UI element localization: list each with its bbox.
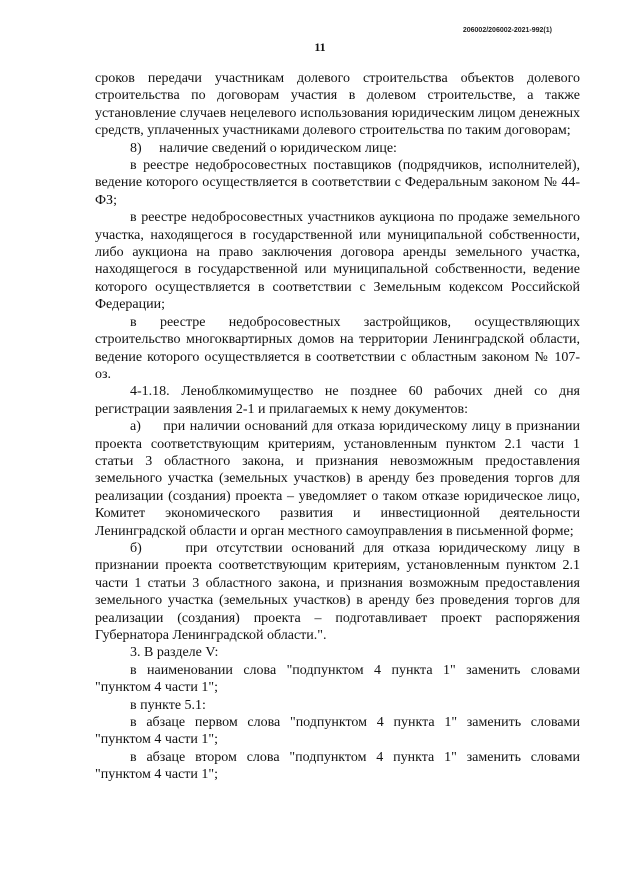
paragraph-first-abzac: в абзаце первом слова "подпунктом 4 пункта 1" заменить словами "пунктом 4 части 1"; <box>95 715 580 748</box>
paragraph-section-v: 3. В разделе V: <box>130 645 219 661</box>
paragraph-4-1-18: 4-1.18. Леноблкомимущество не позднее 60 рабочих дней со дня регистрации заявления 2-1 и прилагаемых к нему документов: <box>95 384 580 417</box>
paragraph-point-5-1: в пункте 5.1: <box>130 697 206 713</box>
paragraph-auction-registry: в реестре недобросовестных участников аукциона по продаже земельного участка, находящегося в государственной или муниципальной собственности, либо аукциона на право заключения договора аренды земельного участка, находящегося в государственной или муниципальной собственности, ведение которого осуществляется в соответствии с Земельным кодексом Российской Федерации; <box>95 210 580 313</box>
paragraph-supplier-registry: в реестре недобросовестных поставщиков (подрядчиков, исполнителей), ведение которого осуществляется в соответствии с Федеральным законом № 44-ФЗ; <box>95 158 580 208</box>
document-body <box>95 70 580 784</box>
paragraph-item-a: а) при наличии оснований для отказа юридическому лицу в признании проекта соответствующим критериям, установленным пунктом 2.1 части 1 статьи 3 областного закона, и признания невозможным предоставления земельного участка (земельных участков) в аренду без проведения торгов для реализации (создания) проекта – уведомляет о таком отказе юридическое лицо, Комитет экономического развития и инвестиционной деятельности Ленинградской области и орган местного самоуправления в письменной форме; <box>95 419 580 539</box>
paragraph-item-b: б) при отсутствии оснований для отказа юридическому лицу в признании проекта соответствующим критериям, установленным пунктом 2.1 части 1 статьи 3 областного закона, и признания возможным предоставления земельного участка (земельных участков) в аренду без проведения торгов для реализации (создания) проекта – подготавливает проект распоряжения Губернатора Ленинградской области.". <box>95 540 580 643</box>
paragraph-continuation: сроков передачи участникам долевого строительства объектов долевого строительства по договорам участия в долевом строительстве, а также установление случаев нецелевого использования юридическим лицом денежных средств, уплаченных участниками долевого строительства по таким договорам; <box>95 71 580 139</box>
paragraph-developer-registry: в реестре недобросовестных застройщиков, осуществляющих строительство многоквартирных домов на территории Ленинградской области, ведение которого осуществляется в соответствии с областным законом № 107-оз. <box>95 314 580 382</box>
paragraph-item-8: 8) наличие сведений о юридическом лице: <box>130 140 397 156</box>
document-id: 206002/206002-2021-992(1) <box>462 27 552 34</box>
paragraph-title-change: в наименовании слова "подпунктом 4 пункта 1" заменить словами "пунктом 4 части 1"; <box>95 662 580 696</box>
paragraph-second-abzac: в абзаце втором слова "подпунктом 4 пункта 1" заменить словами "пунктом 4 части 1"; <box>95 749 580 783</box>
page-number: 11 <box>314 40 326 54</box>
